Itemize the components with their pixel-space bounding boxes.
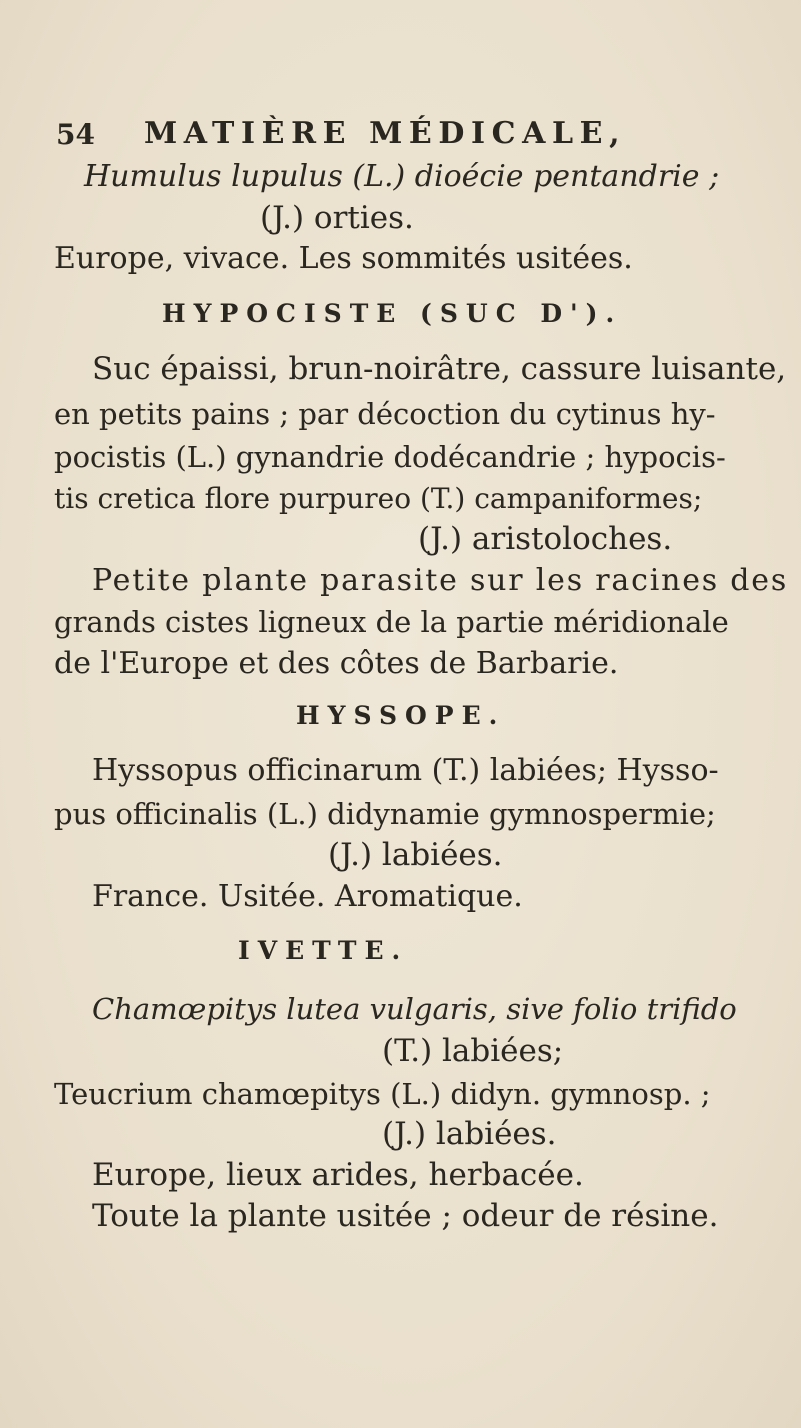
ivette-line-6: Toute la plante usitée ; odeur de résine. xyxy=(92,1198,719,1234)
hypociste-line-7: grands cistes ligneux de la partie méridionale xyxy=(54,605,729,639)
hypociste-line-1: Suc épaissi, brun-noirâtre, cassure luisante, xyxy=(92,351,787,387)
hyssope-heading: HYSSOPE. xyxy=(296,701,506,730)
hyssope-line-4: France. Usitée. Aromatique. xyxy=(92,879,523,914)
hypociste-line-6: Petite plante parasite sur les racines des xyxy=(92,563,789,598)
hypociste-line-3: pocistis (L.) gynandrie dodécandrie ; hypocis- xyxy=(54,440,726,474)
page-number: 54 xyxy=(56,118,95,151)
hypociste-line-8: de l'Europe et des côtes de Barbarie. xyxy=(54,646,619,681)
humulus-line-3: Europe, vivace. Les sommités usitées. xyxy=(54,241,633,276)
hypociste-line-4: tis cretica flore purpureo (T.) campaniformes; xyxy=(54,482,703,515)
ivette-line-4: (J.) labiées. xyxy=(382,1116,557,1152)
ivette-line-5: Europe, lieux arides, herbacée. xyxy=(92,1157,584,1193)
hypociste-heading: HYPOCISTE (SUC D'). xyxy=(162,299,623,328)
ivette-heading: IVETTE. xyxy=(238,936,409,965)
hyssope-line-2: pus officinalis (L.) didynamie gymnospermie; xyxy=(54,797,716,831)
running-title: MATIÈRE MÉDICALE, xyxy=(144,116,627,151)
hypociste-line-5: (J.) aristoloches. xyxy=(418,521,673,557)
humulus-line-1: Humulus lupulus (L.) dioécie pentandrie ; xyxy=(84,159,720,194)
ivette-line-1: Chamœpitys lutea vulgaris, sive folio trifido xyxy=(92,992,737,1026)
hyssope-line-3: (J.) labiées. xyxy=(328,837,503,873)
hyssope-line-1: Hyssopus officinarum (T.) labiées; Hysso- xyxy=(92,753,719,788)
humulus-line-2: (J.) orties. xyxy=(260,200,414,236)
ivette-line-2: (T.) labiées; xyxy=(382,1033,564,1069)
hypociste-line-2: en petits pains ; par décoction du cytinus hy- xyxy=(54,397,716,431)
ivette-line-3: Teucrium chamœpitys (L.) didyn. gymnosp. ; xyxy=(54,1077,711,1111)
